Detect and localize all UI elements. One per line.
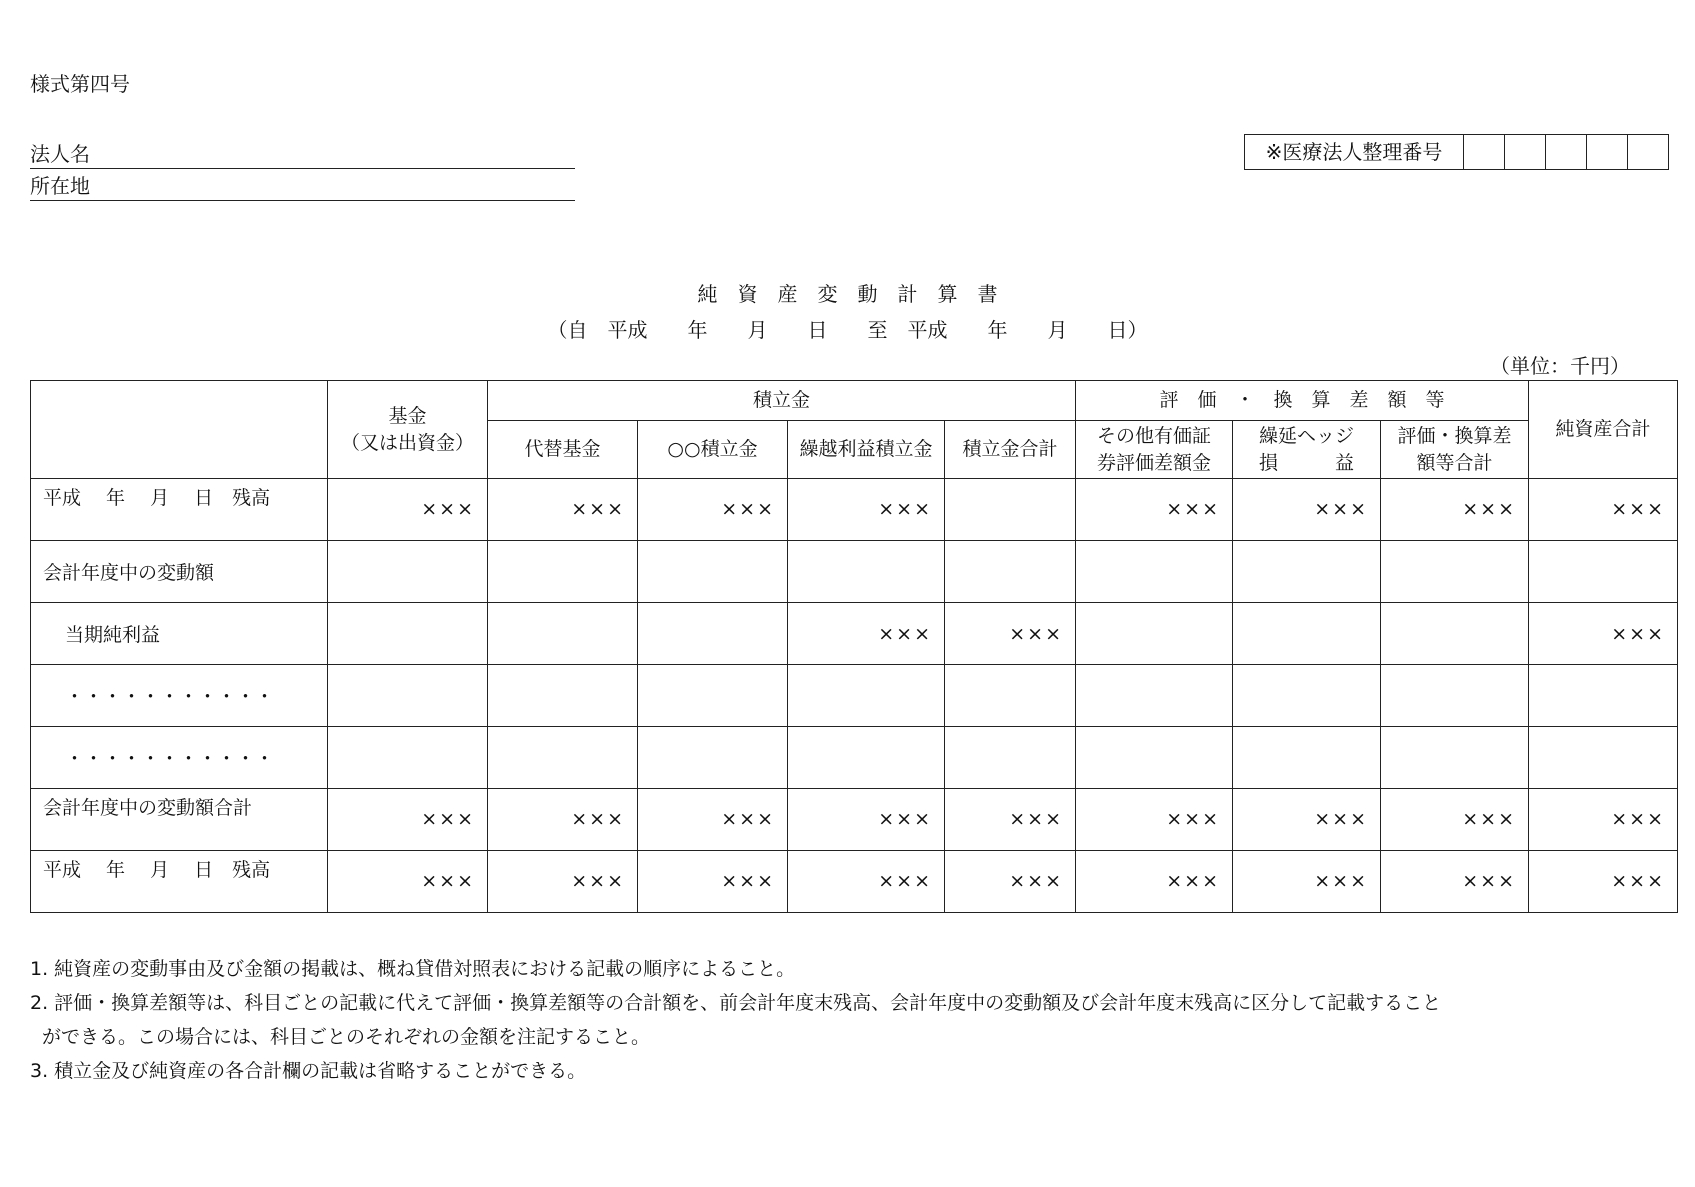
corner-header-cell	[31, 381, 328, 479]
table-row	[31, 789, 1678, 851]
value-cell[interactable]	[1529, 727, 1678, 789]
value-cell[interactable]	[1381, 603, 1529, 665]
header-hyoka-total-line2: 額等合計	[1416, 451, 1493, 474]
header-sonota-yuka	[1076, 421, 1233, 479]
registration-digit-cell[interactable]	[1505, 135, 1546, 169]
value-cell[interactable]	[638, 665, 788, 727]
corporation-address-label: 所在地	[30, 174, 90, 198]
row-label: 当期純利益	[31, 603, 328, 665]
registration-digit-cell[interactable]	[1587, 135, 1628, 169]
header-kikin	[328, 381, 488, 479]
header-kurinobe-line1: 繰延ヘッジ	[1258, 424, 1354, 447]
value-cell[interactable]: ×××	[1381, 851, 1529, 913]
value-cell[interactable]: ×××	[1529, 603, 1678, 665]
note-3: 3. 積立金及び純資産の各合計欄の記載は省略することができる。	[30, 1060, 587, 1082]
note-2: 2. 評価・換算差額等は、科目ごとの記載に代えて評価・換算差額等の合計額を、前会計年度末残高、会計年度中の変動額及び会計年度末残高に区分して記載すること	[30, 992, 1442, 1014]
document-period: （自 平成 年 月 日 至 平成 年 月 日）	[547, 318, 1148, 342]
value-cell[interactable]	[488, 665, 638, 727]
value-cell[interactable]	[488, 541, 638, 603]
header-kikin-line1: 基金	[388, 404, 427, 427]
value-cell[interactable]	[1233, 665, 1381, 727]
value-cell[interactable]: ×××	[1381, 789, 1529, 851]
corporation-name-field[interactable]	[30, 142, 575, 169]
header-tsumitate-total: 積立金合計	[945, 421, 1076, 479]
value-cell[interactable]: ×××	[945, 851, 1076, 913]
value-cell[interactable]	[328, 541, 488, 603]
notes-section	[30, 952, 1680, 1088]
header-net-assets-total: 純資産合計	[1529, 381, 1678, 479]
value-cell[interactable]	[788, 541, 945, 603]
value-cell[interactable]: ×××	[328, 789, 488, 851]
header-kikin-line2: （又は出資金）	[340, 431, 474, 454]
value-cell[interactable]	[1233, 727, 1381, 789]
value-cell[interactable]: ×××	[945, 603, 1076, 665]
value-cell[interactable]: ×××	[788, 479, 945, 541]
value-cell[interactable]	[1076, 541, 1233, 603]
value-cell[interactable]: ×××	[1529, 851, 1678, 913]
value-cell[interactable]: ×××	[1529, 789, 1678, 851]
note-2-continued: ができる。この場合には、科目ごとのそれぞれの金額を注記すること。	[42, 1026, 651, 1048]
row-label: 会計年度中の変動額合計	[31, 789, 328, 851]
registration-digit-cell[interactable]	[1546, 135, 1587, 169]
value-cell[interactable]	[945, 727, 1076, 789]
value-cell[interactable]: ×××	[1233, 789, 1381, 851]
row-label: 平成 年 月 日 残高	[31, 479, 328, 541]
net-assets-table	[30, 380, 1678, 913]
registration-number-box	[1244, 134, 1669, 170]
value-cell[interactable]: ×××	[488, 479, 638, 541]
value-cell[interactable]	[945, 479, 1076, 541]
value-cell[interactable]	[488, 727, 638, 789]
form-number: 様式第四号	[30, 72, 130, 96]
value-cell[interactable]: ×××	[328, 479, 488, 541]
header-hyoka-total	[1381, 421, 1529, 479]
table-row	[31, 479, 1678, 541]
value-cell[interactable]	[1529, 665, 1678, 727]
value-cell[interactable]	[945, 665, 1076, 727]
value-cell[interactable]	[1233, 541, 1381, 603]
value-cell[interactable]: ×××	[1076, 479, 1233, 541]
value-cell[interactable]	[1076, 727, 1233, 789]
value-cell[interactable]	[488, 603, 638, 665]
table-row	[31, 603, 1678, 665]
value-cell[interactable]: ×××	[788, 789, 945, 851]
header-hyoka-kansan: 評 価 ・ 換 算 差 額 等	[1076, 381, 1529, 421]
table-body	[31, 479, 1678, 913]
table-row	[31, 665, 1678, 727]
row-label: 会計年度中の変動額	[31, 541, 328, 603]
value-cell[interactable]	[328, 603, 488, 665]
value-cell[interactable]	[1381, 727, 1529, 789]
value-cell[interactable]	[638, 603, 788, 665]
value-cell[interactable]: ×××	[638, 789, 788, 851]
value-cell[interactable]: ×××	[638, 479, 788, 541]
value-cell[interactable]	[788, 665, 945, 727]
corporation-name-label: 法人名	[30, 142, 90, 166]
registration-digit-cell[interactable]	[1628, 135, 1668, 169]
value-cell[interactable]	[1076, 665, 1233, 727]
value-cell[interactable]	[638, 541, 788, 603]
header-kurinobe-hedge	[1233, 421, 1381, 479]
value-cell[interactable]	[788, 727, 945, 789]
value-cell[interactable]	[945, 541, 1076, 603]
value-cell[interactable]: ×××	[945, 789, 1076, 851]
value-cell[interactable]	[328, 665, 488, 727]
value-cell[interactable]: ×××	[488, 851, 638, 913]
value-cell[interactable]	[1233, 603, 1381, 665]
row-label: ・・・・・・・・・・・	[31, 665, 328, 727]
table-row	[31, 851, 1678, 913]
header-marumaru-tsumitate: ○○積立金	[638, 421, 788, 479]
value-cell[interactable]: ×××	[788, 603, 945, 665]
document-title: 純 資 産 変 動 計 算 書	[697, 282, 998, 306]
unit-label: （単位：千円）	[1490, 354, 1630, 378]
value-cell[interactable]	[638, 727, 788, 789]
header-hyoka-total-line1: 評価・換算差	[1397, 424, 1512, 447]
registration-digit-cell[interactable]	[1464, 135, 1505, 169]
header-kurinobe-line2: 損 益	[1258, 451, 1354, 474]
value-cell[interactable]: ×××	[1529, 479, 1678, 541]
value-cell[interactable]: ×××	[1076, 851, 1233, 913]
row-label: 平成 年 月 日 残高	[31, 851, 328, 913]
table-row	[31, 727, 1678, 789]
value-cell[interactable]	[1381, 541, 1529, 603]
value-cell[interactable]: ×××	[1233, 479, 1381, 541]
table-row	[31, 541, 1678, 603]
value-cell[interactable]	[1076, 603, 1233, 665]
note-1: 1. 純資産の変動事由及び金額の掲載は、概ね貸借対照表における記載の順序によること。	[30, 958, 796, 980]
header-sonota-line2: 券評価差額金	[1096, 451, 1211, 474]
header-sonota-line1: その他有価証	[1096, 424, 1211, 447]
row-label: ・・・・・・・・・・・	[31, 727, 328, 789]
value-cell[interactable]: ×××	[638, 851, 788, 913]
value-cell[interactable]: ×××	[1076, 789, 1233, 851]
value-cell[interactable]: ×××	[328, 851, 488, 913]
header-kurikoshi-rieki: 繰越利益積立金	[788, 421, 945, 479]
value-cell[interactable]: ×××	[488, 789, 638, 851]
value-cell[interactable]: ×××	[1381, 479, 1529, 541]
registration-number-label: ※医療法人整理番号	[1245, 135, 1464, 169]
value-cell[interactable]: ×××	[1233, 851, 1381, 913]
value-cell[interactable]	[328, 727, 488, 789]
header-tsumitate: 積立金	[488, 381, 1076, 421]
value-cell[interactable]	[1381, 665, 1529, 727]
header-daitai-kikin: 代替基金	[488, 421, 638, 479]
value-cell[interactable]: ×××	[788, 851, 945, 913]
corporation-address-field[interactable]	[30, 174, 575, 201]
value-cell[interactable]	[1529, 541, 1678, 603]
